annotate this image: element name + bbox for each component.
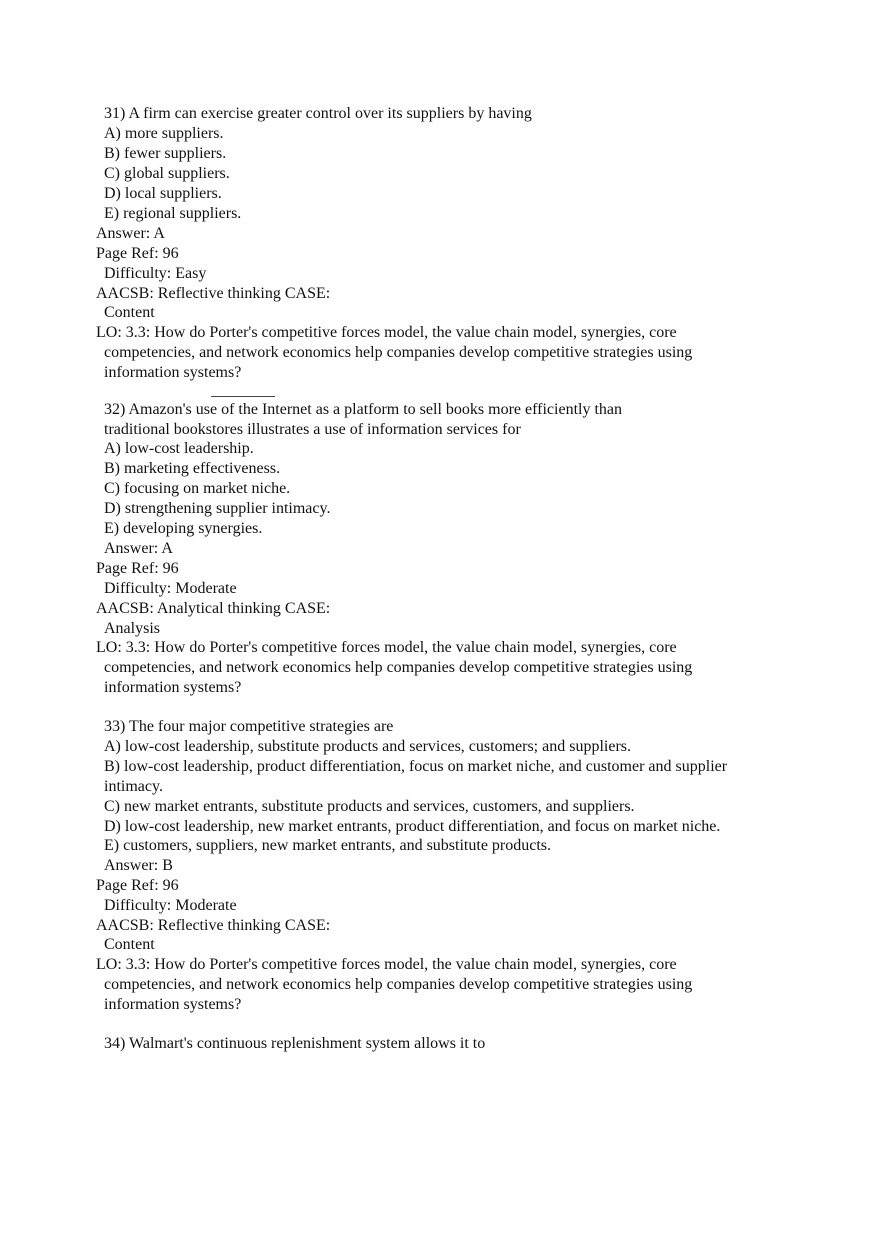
question-32-option-a: A) low-cost leadership. [104, 440, 254, 457]
question-31-option-c: C) global suppliers. [104, 165, 230, 182]
question-31-option-b: B) fewer suppliers. [104, 145, 227, 162]
question-31-case: Content [104, 304, 155, 321]
question-33-option-d: D) low-cost leadership, new market entrants, product differentiation, and focus on market niche. [104, 818, 721, 835]
question-31-stem: 31) A firm can exercise greater control over its suppliers by having [104, 105, 532, 122]
question-31-difficulty: Difficulty: Easy [104, 265, 207, 282]
question-33-option-e: E) customers, suppliers, new market entrants, and substitute products. [104, 837, 552, 854]
question-31-answer: Answer: A [96, 225, 165, 242]
question-33-stem: 33) The four major competitive strategies are [104, 718, 394, 735]
question-34-stem: 34) Walmart's continuous replenishment system allows it to [104, 1035, 486, 1052]
question-32-option-d: D) strengthening supplier intimacy. [104, 500, 331, 517]
question-33-lo-line-1: LO: 3.3: How do Porter's competitive forces model, the value chain model, synergies, core [96, 956, 677, 973]
question-32-difficulty: Difficulty: Moderate [104, 580, 237, 597]
question-32-answer: Answer: A [104, 540, 173, 557]
question-32-stem-line-2: traditional bookstores illustrates a use of information services for [104, 421, 521, 438]
question-32-stem-line-1: 32) Amazon's use of the Internet as a platform to sell books more efficiently than [104, 401, 622, 418]
question-33-option-b: B) low-cost leadership, product differentiation, focus on market niche, and customer and supplier [104, 758, 728, 775]
question-31-lo-line-1: LO: 3.3: How do Porter's competitive forces model, the value chain model, synergies, core [96, 324, 677, 341]
question-31-page-ref: Page Ref: 96 [96, 245, 179, 262]
question-32-option-b: B) marketing effectiveness. [104, 460, 281, 477]
question-31-lo-line-2: competencies, and network economics help companies develop competitive strategies using [104, 344, 693, 361]
question-32-lo-line-3: information systems? [104, 679, 242, 696]
question-31-option-a: A) more suppliers. [104, 125, 224, 142]
question-32-page-ref: Page Ref: 96 [96, 560, 179, 577]
question-32-aacsb: AACSB: Analytical thinking CASE: [96, 600, 331, 617]
question-31-lo-line-3: information systems? [104, 364, 242, 381]
question-31-option-d: D) local suppliers. [104, 185, 222, 202]
question-32-option-e: E) developing synergies. [104, 520, 263, 537]
question-33-aacsb: AACSB: Reflective thinking CASE: [96, 917, 331, 934]
question-32-lo-line-1: LO: 3.3: How do Porter's competitive forces model, the value chain model, synergies, core [96, 639, 677, 656]
question-31-option-e: E) regional suppliers. [104, 205, 242, 222]
question-31-aacsb: AACSB: Reflective thinking CASE: [96, 285, 331, 302]
question-33-page-ref: Page Ref: 96 [96, 877, 179, 894]
question-33-lo-line-3: information systems? [104, 996, 242, 1013]
question-32-option-c: C) focusing on market niche. [104, 480, 291, 497]
question-32-lo-line-2: competencies, and network economics help companies develop competitive strategies using [104, 659, 693, 676]
question-33-lo-line-2: competencies, and network economics help companies develop competitive strategies using [104, 976, 693, 993]
question-33-difficulty: Difficulty: Moderate [104, 897, 237, 914]
question-33-option-c: C) new market entrants, substitute products and services, customers, and suppliers. [104, 798, 635, 815]
question-32-case: Analysis [104, 620, 160, 637]
separator-rule [211, 396, 275, 397]
question-33-option-a: A) low-cost leadership, substitute products and services, customers; and suppliers. [104, 738, 631, 755]
question-33-answer: Answer: B [104, 857, 173, 874]
question-33-option-b-continued: intimacy. [104, 778, 163, 795]
question-33-case: Content [104, 936, 155, 953]
